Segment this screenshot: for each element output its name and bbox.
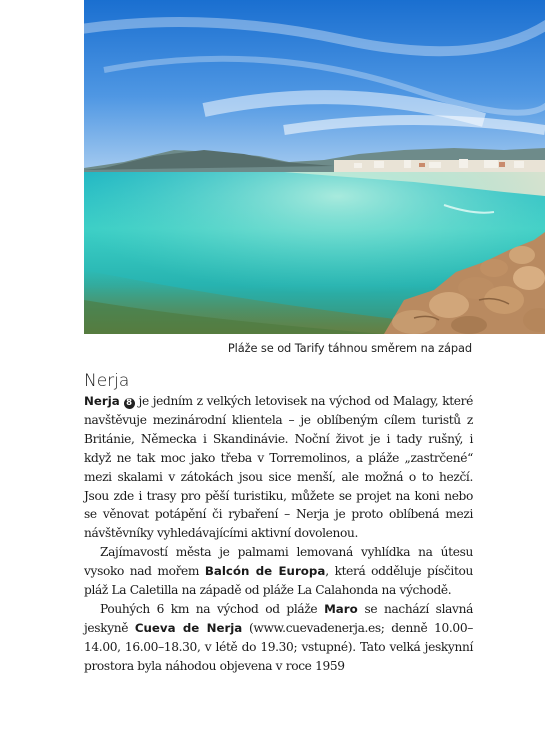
paragraph-1-text: je jedním z velkých letovisek na východ od Malagy, které navštěvuje mezinárodní klientela – je oblíbeným cílem turistů z Británie, Německa i Skandinávie. Noční život je i tady rušný, i když ne tak moc jako třeba v Torremolinos, a pláže „zastrčené“ mezi skalami v zátokách jsou sice menší, ale možná o to hezčí. Jsou zde i trasy pro pěší turistiku, můžete se projet na koni nebo se věnovat potápění či rybaření – Nerja je proto oblíbená mezi návštěvníky vyhledávajícími aktivní dovolenou. — [84, 394, 473, 541]
paragraph-2-text-a: Zajímavostí města je palmami lemovaná vyhlídka na útesu vysoko nad mořem — [84, 545, 473, 579]
paragraph-3-text-a: Pouhých 6 km na východ od pláže — [100, 601, 325, 616]
paragraph-3 — [84, 600, 473, 676]
section-heading: Nerja — [84, 371, 130, 391]
place-name-cueva: Cueva de Nerja — [134, 620, 243, 635]
paragraph-2-text-b: , která odděluje písčitou pláž La Caletilla na západě od pláže La Calahonda na východě. — [84, 564, 473, 598]
article-body — [84, 392, 473, 676]
place-name-maro: Maro — [324, 601, 358, 616]
paragraph-1 — [84, 392, 473, 543]
paragraph-2 — [84, 543, 473, 600]
place-name-nerja: Nerja — [84, 394, 120, 408]
paragraph-3-text-c: (www.cuevadenerja.es; denně 10.00–14.00, 16.00–18.30, v létě do 19.30; vstupné). Tato velká jeskynní prostora byla náhodou objevena v roce 1959 — [84, 620, 473, 673]
photo-caption: Pláže se od Tarify táhnou směrem na západ — [227, 341, 472, 355]
place-name-balcon: Balcón de Europa — [204, 564, 326, 579]
beach-coast-photo — [84, 0, 545, 334]
photo-illustration — [84, 0, 545, 334]
map-marker-8: 8 — [124, 398, 135, 409]
paragraph-3-text-b: se nachází slavná jeskyně — [84, 601, 473, 635]
